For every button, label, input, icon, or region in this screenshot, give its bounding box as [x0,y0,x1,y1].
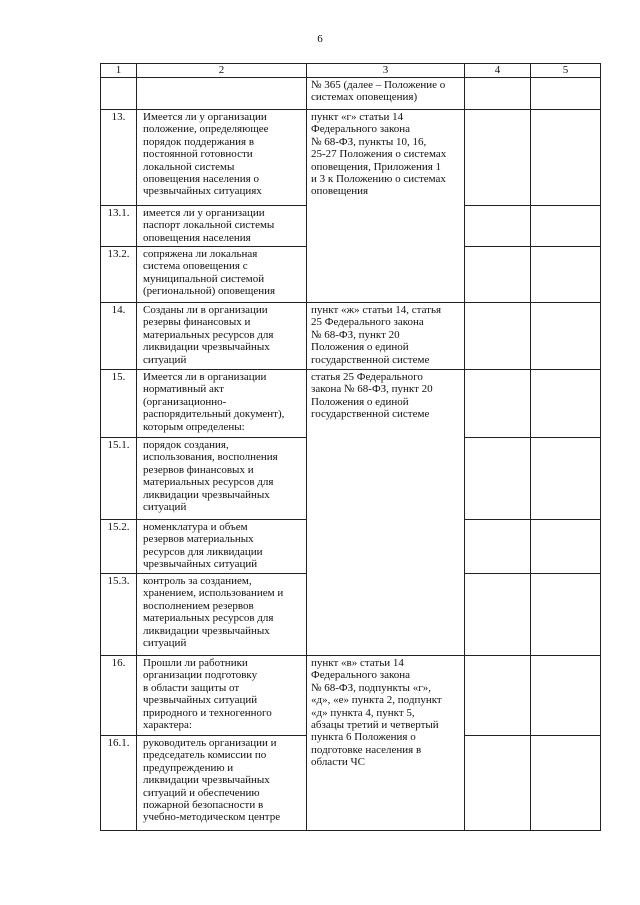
question-cell [137,370,307,438]
question-text: контроль за созданием, хранением, использованием и восполнением резервов материальных ресурсов для ликвидации чрезвычайных ситуаций [143,575,284,650]
table-row [101,78,601,110]
question-cell [137,78,307,110]
reference-cell [307,78,465,110]
note-cell[interactable] [531,370,601,438]
table-row [101,110,601,206]
note-cell[interactable] [531,206,601,247]
question-cell [137,736,307,831]
table-row [101,656,601,736]
answer-cell[interactable] [465,370,531,438]
answer-cell[interactable] [465,574,531,656]
answer-cell[interactable] [465,736,531,831]
header-cell: 2 [137,64,307,78]
question-text: Созданы ли в организации резервы финансовых и материальных ресурсов для ликвидации чрезвычайных ситуаций [143,304,274,366]
table-header-row [101,64,601,78]
row-number-cell [101,78,137,110]
note-cell[interactable] [531,78,601,110]
question-text: руководитель организации и председатель комиссии по предупреждению и ликвидации чрезвычайных ситуаций и обеспечению пожарной безопасности в учебно-методическом центре [143,737,281,824]
reference-text: № 365 (далее – Положение о системах оповещения) [311,79,446,104]
header-cell: 1 [101,64,137,78]
row-number-cell: 14. [101,303,137,370]
reference-text: пункт «в» статьи 14 Федерального закона № 68-ФЗ, подпункты «г», «д», «е» пункта 2, подпункт «д» пункта 4, пункт 5, абзацы третий и четвертый пункта 6 Положения о подготовке населения в области ЧС [311,657,442,769]
reference-cell [307,110,465,303]
checklist-table [100,63,601,831]
note-cell[interactable] [531,736,601,831]
answer-cell[interactable] [465,78,531,110]
question-cell [137,520,307,574]
question-cell [137,574,307,656]
header-cell: 3 [307,64,465,78]
question-text: Имеется ли в организации нормативный акт (организационно- распорядительный документ), которым определены: [143,371,285,433]
note-cell[interactable] [531,303,601,370]
answer-cell[interactable] [465,438,531,520]
header-cell: 4 [465,64,531,78]
question-text: сопряжена ли локальная система оповещения с муниципальной системой (региональной) оповещения [143,248,276,298]
answer-cell[interactable] [465,656,531,736]
row-number-cell: 13. [101,110,137,206]
question-cell [137,656,307,736]
reference-cell [307,303,465,370]
question-cell [137,438,307,520]
reference-text: пункт «ж» статьи 14, статья 25 Федерального закона № 68-ФЗ, пункт 20 Положения о единой государственной системе [311,304,442,366]
question-text: Прошли ли работники организации подготовку в области защиты от чрезвычайных ситуаций природного и техногенного характера: [143,657,272,732]
question-cell [137,206,307,247]
reference-cell [307,370,465,656]
note-cell[interactable] [531,438,601,520]
note-cell[interactable] [531,656,601,736]
row-number-cell: 16. [101,656,137,736]
question-cell [137,303,307,370]
table-row [101,303,601,370]
question-text: имеется ли у организации паспорт локальной системы оповещения населения [143,207,275,244]
row-number-cell: 15.3. [101,574,137,656]
answer-cell[interactable] [465,206,531,247]
reference-text: статья 25 Федерального закона № 68-ФЗ, пункт 20 Положения о единой государственной системе [311,371,433,421]
note-cell[interactable] [531,247,601,303]
answer-cell[interactable] [465,303,531,370]
question-text: Имеется ли у организации положение, определяющее порядок поддержания в постоянной готовности локальной системы оповещения населения о чрезвычайных ситуациях [143,111,269,198]
question-text: порядок создания, использования, восполнения резервов финансовых и материальных ресурсов для ликвидации чрезвычайных ситуаций [143,439,278,514]
row-number-cell: 16.1. [101,736,137,831]
row-number-cell: 15.2. [101,520,137,574]
row-number-cell: 15. [101,370,137,438]
table-row [101,370,601,438]
reference-cell [307,656,465,831]
row-number-cell: 13.2. [101,247,137,303]
answer-cell[interactable] [465,520,531,574]
question-cell [137,247,307,303]
page-number: 6 [317,33,323,45]
question-text: номенклатура и объем резервов материальных ресурсов для ликвидации чрезвычайных ситуаций [143,521,263,571]
question-cell [137,110,307,206]
row-number-cell: 15.1. [101,438,137,520]
header-cell: 5 [531,64,601,78]
note-cell[interactable] [531,110,601,206]
note-cell[interactable] [531,574,601,656]
row-number-cell: 13.1. [101,206,137,247]
reference-text: пункт «г» статьи 14 Федерального закона № 68-ФЗ, пункты 10, 16, 25-27 Положения о системах оповещения, Приложения 1 и 3 к Положению о системах оповещения [311,111,447,198]
answer-cell[interactable] [465,110,531,206]
answer-cell[interactable] [465,247,531,303]
note-cell[interactable] [531,520,601,574]
